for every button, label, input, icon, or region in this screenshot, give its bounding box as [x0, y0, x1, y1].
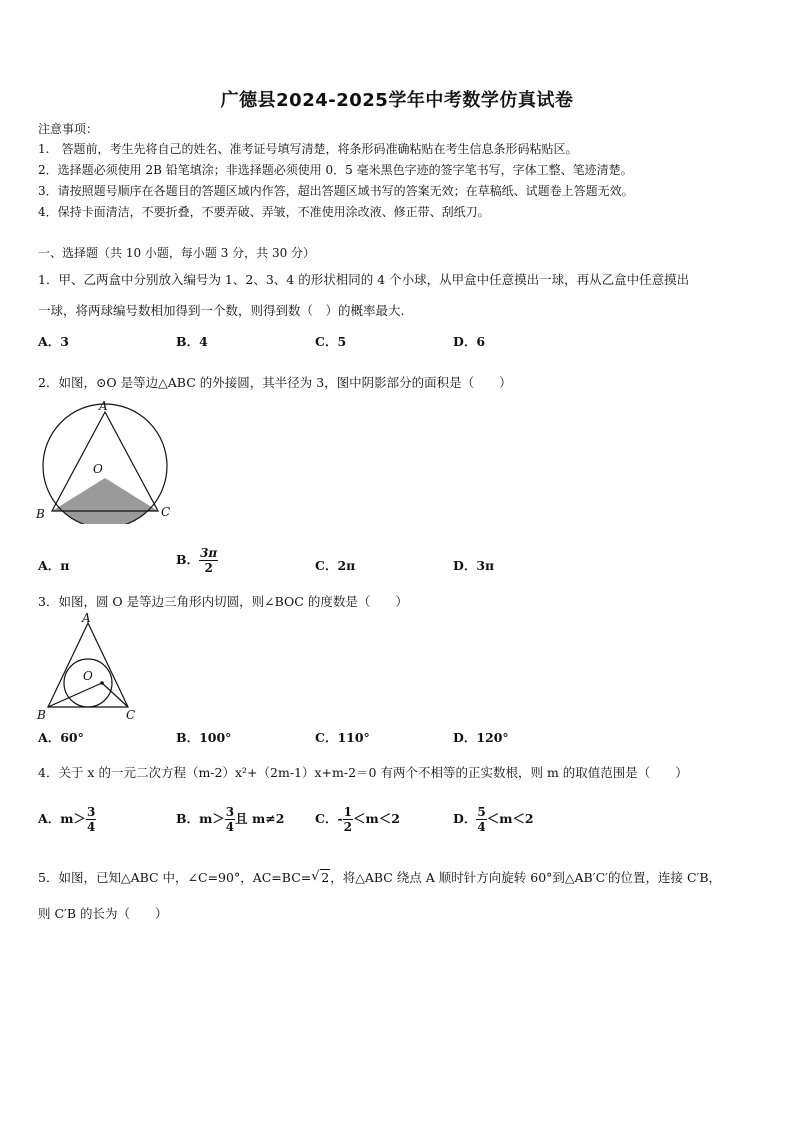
q3-figure [34, 613, 142, 721]
q5-line1-a: 5．如图，已知△ABC 中，∠C=90°，AC=BC= [38, 870, 312, 885]
q1-option-a: A．3 [38, 334, 69, 349]
notice-heading: 注意事项： [38, 122, 99, 136]
q4-option-c-suffix: ＜m＜2 [353, 811, 400, 826]
q5-line2: 则 C′B 的长为（ ） [38, 906, 168, 921]
q4-option-c-num: 1 [343, 805, 352, 819]
q2-option-d: D．3π [453, 558, 495, 573]
q1-line2: 一球，将两球编号数相加得到一个数，则得到数（ ）的概率最大. [38, 303, 405, 318]
q3-label-b: B [37, 708, 46, 721]
q4-option-d-suffix: ＜m＜2 [486, 811, 534, 826]
q1-option-c: C．5 [315, 334, 347, 349]
q1-option-b: B．4 [176, 334, 208, 349]
q2-shaded-triangle [52, 478, 158, 511]
q4-option-b-suffix: 且 m≠2 [235, 811, 285, 826]
q3-center-dot [100, 681, 104, 685]
q4-option-d [453, 805, 534, 834]
q4-option-b-prefix: B．m＞ [176, 811, 225, 826]
q3-incircle [64, 659, 112, 707]
q3-triangle [48, 623, 128, 707]
q2-shaded-segment [30, 511, 180, 524]
q3-text: 3．如图，圆 O 是等边三角形内切圆，则∠BOC 的度数是（ ） [38, 594, 408, 609]
notice-item-2: 2．选择题必须使用 2B 铅笔填涂；非选择题必须使用 0．5 毫米黑色字迹的签字笔书写，字体工整、笔迹清楚。 [38, 163, 633, 177]
page-title: 广德县2024-2025学年中考数学仿真试卷 [220, 90, 574, 111]
q5-sqrt [311, 869, 330, 886]
q3-label-a: A [82, 613, 91, 625]
q4-option-d-num: 5 [477, 805, 486, 819]
q4-option-b [176, 805, 284, 834]
q2-label-b: B [36, 507, 45, 521]
q5-line1-b: ，将△ABC 绕点 A 顺时针方向旋转 60°到△AB′C′的位置，连接 C′B， [330, 870, 722, 885]
q2-option-b-prefix: B． [176, 552, 200, 567]
q4-option-b-fraction [225, 805, 235, 834]
q4-option-b-num: 3 [225, 805, 235, 819]
q2-label-o: O [93, 462, 103, 476]
q4-option-c-den: 2 [343, 820, 352, 834]
q3-label-c: C [126, 708, 136, 721]
q2-option-c: C．2π [315, 558, 356, 573]
q4-option-c-prefix: C．- [315, 811, 343, 826]
q4-option-a-num: 3 [86, 805, 96, 819]
q4-option-c-fraction [343, 805, 353, 834]
notice-item-4: 4．保持卡面清洁，不要折叠，不要弄破、弄皱，不准使用涂改液、修正带、刮纸刀。 [38, 205, 490, 219]
q4-option-b-den: 4 [225, 820, 235, 834]
section-heading: 一、选择题（共 10 小题，每小题 3 分，共 30 分） [38, 246, 316, 260]
notice-item-3: 3．请按照题号顺序在各题目的答题区域内作答，超出答题区域书写的答案无效；在草稿纸、试题卷上答题无效。 [38, 184, 634, 198]
q4-option-a-den: 4 [86, 820, 96, 834]
q3-option-d: D．120° [453, 730, 509, 745]
q3-option-c: C．110° [315, 730, 370, 745]
notice-item-1: 1. 答题前，考生先将自己的姓名、准考证号填写清楚，将条形码准确粘贴在考生信息条形码粘贴区。 [38, 142, 578, 156]
q4-option-a [38, 805, 96, 834]
q2-label-c: C [161, 505, 171, 519]
q2-figure [30, 398, 180, 524]
q5-line1 [38, 869, 721, 886]
q2-option-a: A．π [38, 558, 70, 573]
q1-line1: 1．甲、乙两盒中分别放入编号为 1、2、3、4 的形状相同的 4 个小球，从甲盒中任意摸出一球，再从乙盒中任意摸出 [38, 272, 690, 287]
q4-option-c [315, 805, 400, 834]
q2-option-b-den: 2 [204, 561, 213, 575]
q2-option-b [176, 546, 218, 575]
q3-segment-oc [102, 683, 128, 707]
q3-option-b: B．100° [176, 730, 232, 745]
q4-option-a-fraction [86, 805, 96, 834]
q4-option-d-den: 4 [477, 820, 486, 834]
q2-label-a: A [99, 399, 108, 413]
q4-text: 4．关于 x 的一元二次方程（m-2）x²+（2m-1）x+m-2＝0 有两个不相等的正实数根，则 m 的取值范围是（ ） [38, 765, 688, 780]
q5-sqrt-sign: √ [311, 869, 320, 884]
q3-option-a: A．60° [38, 730, 84, 745]
q2-text: 2．如图，⊙O 是等边△ABC 的外接圆，其半径为 3，图中阴影部分的面积是（ ） [38, 375, 512, 390]
q4-option-d-fraction [476, 805, 486, 834]
q5-sqrt-radicand: 2 [321, 870, 330, 885]
q3-label-o: O [83, 669, 93, 683]
q2-option-b-fraction [199, 546, 218, 575]
q4-option-a-prefix: A．m＞ [38, 811, 86, 826]
q4-option-d-prefix: D． [453, 811, 477, 826]
q2-option-b-num: 3π [200, 546, 218, 560]
q1-option-d: D．6 [453, 334, 486, 349]
